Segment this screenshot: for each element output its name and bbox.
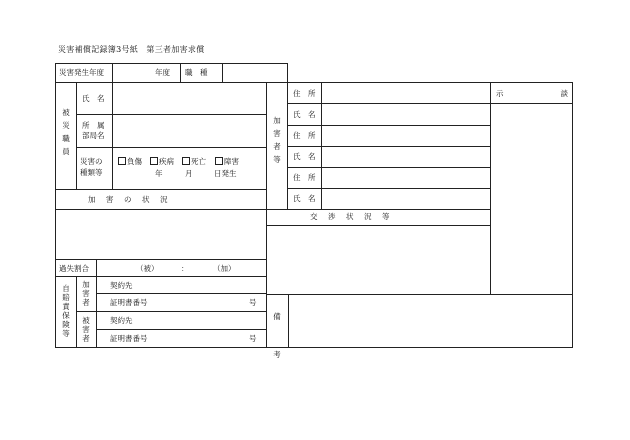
rule bbox=[76, 276, 77, 348]
date-year: 年 bbox=[155, 169, 163, 178]
rule bbox=[266, 209, 267, 348]
rule bbox=[287, 146, 490, 147]
checkbox-icon[interactable] bbox=[215, 157, 223, 165]
rule bbox=[55, 63, 288, 64]
rule bbox=[76, 82, 77, 189]
victim-dept-label-2: 部局名 bbox=[82, 131, 105, 140]
rule bbox=[266, 294, 573, 295]
rule bbox=[288, 294, 289, 348]
rule bbox=[96, 276, 97, 348]
rule bbox=[266, 225, 490, 226]
rule bbox=[55, 276, 267, 277]
rule bbox=[55, 209, 267, 210]
disaster-year-label: 災害発生年度 bbox=[59, 68, 104, 77]
victim-name-label: 氏 名 bbox=[82, 94, 105, 103]
form-title: 災害補償記録簿3号紙 第三者加害求償 bbox=[58, 45, 205, 54]
assailant-address-label-3: 住 所 bbox=[293, 173, 316, 182]
rule bbox=[55, 347, 573, 348]
assailant-number-suffix: 号 bbox=[249, 298, 257, 307]
victim-type-label-1: 災害の bbox=[80, 157, 103, 166]
fault-ratio-assailant: （加） bbox=[213, 264, 236, 273]
job-label: 職 種 bbox=[185, 68, 208, 77]
checkbox-icon[interactable] bbox=[118, 157, 126, 165]
victim-section-label: 被災職員 bbox=[62, 108, 70, 156]
rule bbox=[55, 63, 56, 348]
fault-ratio-separator: ： bbox=[181, 264, 189, 273]
notes-label: 備考 bbox=[273, 312, 281, 359]
victim-dept-label-1: 所 属 bbox=[82, 121, 105, 130]
rule bbox=[96, 293, 267, 294]
option-death[interactable]: 死亡 bbox=[182, 157, 206, 166]
date-day: 日発生 bbox=[214, 169, 237, 178]
rule bbox=[96, 259, 97, 276]
rule bbox=[287, 125, 490, 126]
assailant-certificate-label: 証明書番号 bbox=[110, 298, 148, 307]
rule bbox=[490, 82, 491, 294]
damage-status-label: 加 害 の 状 況 bbox=[88, 195, 169, 204]
rule bbox=[55, 189, 267, 190]
assailant-name-label-2: 氏 名 bbox=[293, 152, 316, 161]
rule bbox=[55, 259, 267, 260]
fault-ratio-victim: （被） bbox=[136, 264, 159, 273]
year-suffix: 年度 bbox=[155, 68, 170, 77]
checkbox-icon[interactable] bbox=[150, 157, 158, 165]
rule bbox=[287, 63, 288, 82]
date-month: 月 bbox=[185, 169, 193, 178]
fault-ratio-label: 過失割合 bbox=[59, 264, 89, 273]
assailant-section-label: 加害者等 bbox=[273, 116, 281, 164]
rule bbox=[222, 63, 223, 82]
rule bbox=[55, 82, 573, 83]
checkbox-icon[interactable] bbox=[182, 157, 190, 165]
option-illness[interactable]: 疾病 bbox=[150, 157, 174, 166]
option-disability[interactable]: 障害 bbox=[215, 157, 239, 166]
assailant-address-label-2: 住 所 bbox=[293, 131, 316, 140]
insurance-assailant-label: 加害者 bbox=[82, 280, 90, 307]
option-injury[interactable]: 負傷 bbox=[118, 157, 142, 166]
rule bbox=[287, 167, 490, 168]
victim-number-suffix: 号 bbox=[249, 334, 257, 343]
rule bbox=[287, 103, 573, 104]
rule bbox=[266, 209, 490, 210]
rule bbox=[112, 63, 113, 82]
assailant-name-label-3: 氏 名 bbox=[293, 194, 316, 203]
negotiation-label: 交 渉 状 況 等 bbox=[310, 212, 391, 221]
rule bbox=[76, 147, 267, 148]
rule bbox=[287, 188, 490, 189]
rule bbox=[180, 63, 181, 82]
victim-type-label-2: 種類等 bbox=[80, 168, 103, 177]
victim-contract-label: 契約先 bbox=[110, 316, 133, 325]
insurance-section-label: 自賠責保険等 bbox=[62, 284, 70, 338]
rule bbox=[112, 82, 113, 189]
assailant-contract-label: 契約先 bbox=[110, 281, 133, 290]
assailant-name-label-1: 氏 名 bbox=[293, 110, 316, 119]
rule bbox=[96, 329, 267, 330]
insurance-victim-label: 被害者 bbox=[82, 316, 90, 343]
rule bbox=[76, 311, 267, 312]
assailant-address-label-1: 住 所 bbox=[293, 89, 316, 98]
rule bbox=[76, 114, 267, 115]
rule bbox=[572, 82, 573, 348]
settlement-label: 示 談 bbox=[496, 89, 568, 98]
victim-certificate-label: 証明書番号 bbox=[110, 334, 148, 343]
